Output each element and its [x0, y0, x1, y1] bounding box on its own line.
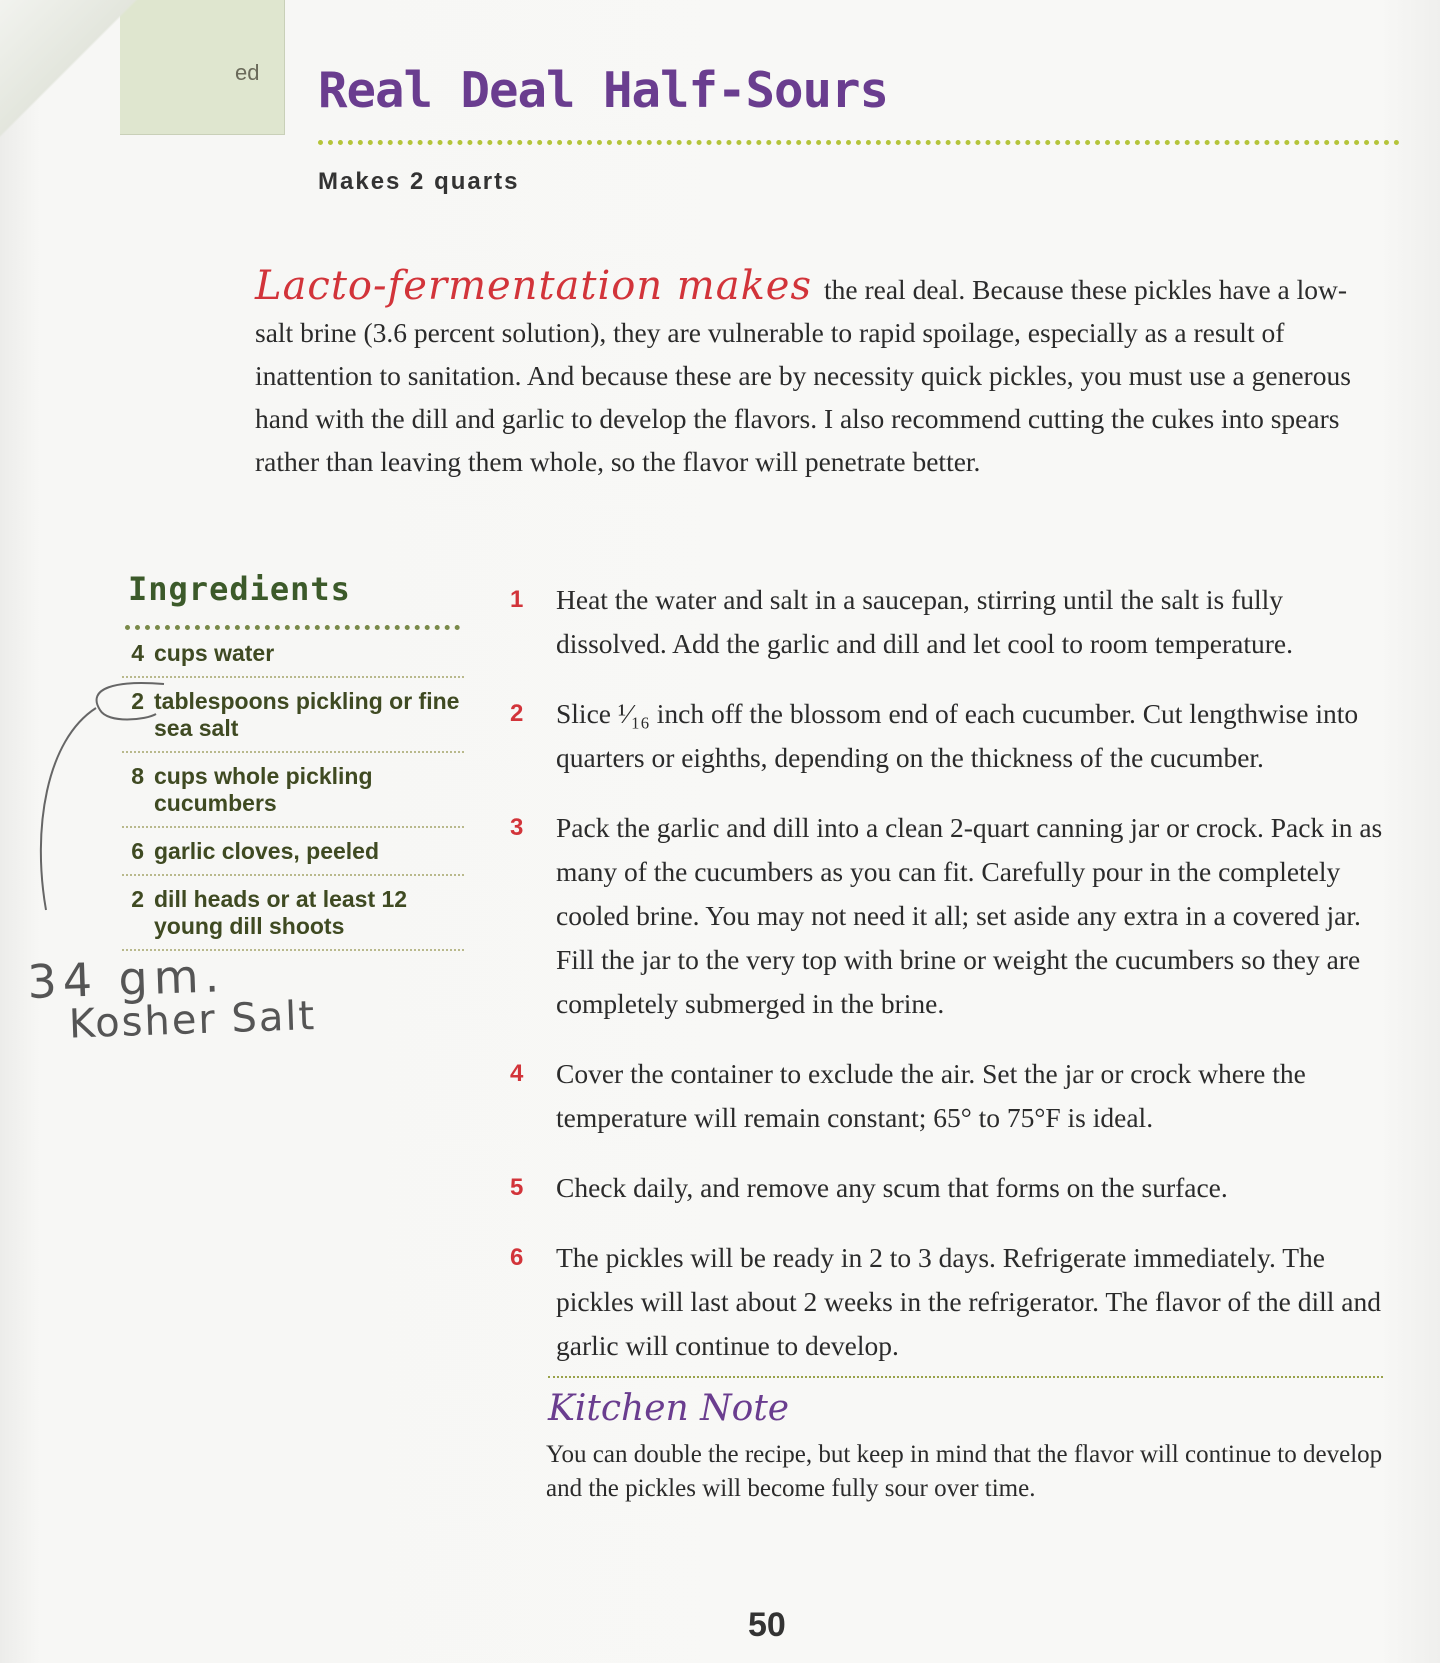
ingredient-item [122, 753, 464, 828]
step-text: Check daily, and remove any scum that forms on the surface. [556, 1172, 1228, 1203]
step-number: 4 [510, 1060, 524, 1087]
ingredient-quantity: 2 [131, 886, 144, 912]
ingredients-list [122, 636, 464, 951]
handwritten-note [26, 945, 316, 1049]
step-text: Slice ¹⁄₁₆ inch off the blossom end of each cucumber. Cut lengthwise into quarters or eighths, depending on the thickness of the cucumber. [556, 698, 1359, 773]
kitchen-note-text: You can double the recipe, but keep in mind that the flavor will continue to develop and the pickles will become fully sour over time. [546, 1441, 1383, 1502]
step-text: Pack the garlic and dill into a clean 2-quart canning jar or crock. Pack in as many of the cucumbers as you can fit. Carefully pour in the completely cooled brine. You may not need it all; set aside any extra in a covered jar. Fill the jar to the very top with brine or weight the cucumbers so they are completely submerged in the brine. [556, 812, 1383, 1019]
kitchen-note-heading: Kitchen Note [548, 1388, 790, 1429]
sticky-note-text: ed [235, 60, 260, 85]
step-text: Heat the water and salt in a saucepan, stirring until the salt is fully dissolved. Add the garlic and dill and let cool to room temperature. [556, 584, 1293, 659]
handwritten-note-line1: 34 gm. [26, 948, 227, 1010]
ingredients-divider [125, 625, 460, 630]
kitchen-note-divider [548, 1376, 1383, 1378]
direction-step [510, 1166, 1390, 1210]
ingredient-item [122, 636, 464, 678]
recipe-title: Real Deal Half-Sours [318, 62, 889, 119]
step-text: Cover the container to exclude the air. Set the jar or crock where the temperature will remain constant; 65° to 75°F is ideal. [556, 1058, 1306, 1133]
directions-list [510, 578, 1390, 1394]
intro-lead: Lacto-fermentation makes [255, 263, 813, 309]
step-number: 3 [510, 814, 524, 841]
ingredient-quantity: 8 [131, 763, 144, 789]
direction-step [510, 578, 1390, 666]
step-number: 1 [510, 586, 524, 613]
ingredient-item [122, 828, 464, 876]
page-corner-fold [0, 0, 160, 140]
step-text: The pickles will be ready in 2 to 3 days. Refrigerate immediately. The pickles will last about 2 weeks in the refrigerator. The flavor of the dill and garlic will continue to develop. [556, 1242, 1382, 1361]
page-number: 50 [748, 1606, 786, 1644]
recipe-yield: Makes 2 quarts [318, 168, 520, 195]
step-number: 6 [510, 1244, 524, 1271]
ingredient-text: cups water [154, 640, 275, 666]
ingredient-text: dill heads or at least 12 young dill shoots [154, 886, 408, 939]
ingredient-item [122, 876, 464, 951]
handwritten-bracket [36, 680, 166, 920]
intro-paragraph [255, 265, 1385, 483]
intro-body: the real deal. Because these pickles have a low-salt brine (3.6 percent solution), they are vulnerable to rapid spoilage, especially as a result of inattention to sanitation. And because these are by necessity quick pickles, you must use a generous hand with the dill and garlic to develop the flavors. I also recommend cutting the cukes into spears rather than leaving them whole, so the flavor will penetrate better. [255, 274, 1351, 477]
ingredient-quantity: 4 [131, 640, 144, 666]
ingredients-heading: Ingredients [128, 570, 351, 608]
ingredient-text: tablespoons pickling or fine sea salt [154, 688, 460, 741]
direction-step [510, 806, 1390, 1026]
ingredient-quantity: 2 [131, 688, 144, 714]
ingredient-text: garlic cloves, peeled [154, 838, 380, 864]
step-number: 5 [510, 1174, 524, 1201]
ingredient-item [122, 678, 464, 753]
direction-step [510, 1236, 1390, 1368]
step-number: 2 [510, 700, 524, 727]
title-divider [318, 140, 1400, 145]
ingredient-quantity: 6 [131, 838, 144, 864]
direction-step [510, 1052, 1390, 1140]
handwritten-note-line2: Kosher Salt [68, 992, 317, 1048]
direction-step [510, 692, 1390, 780]
ingredient-text: cups whole pickling cucumbers [154, 763, 373, 816]
